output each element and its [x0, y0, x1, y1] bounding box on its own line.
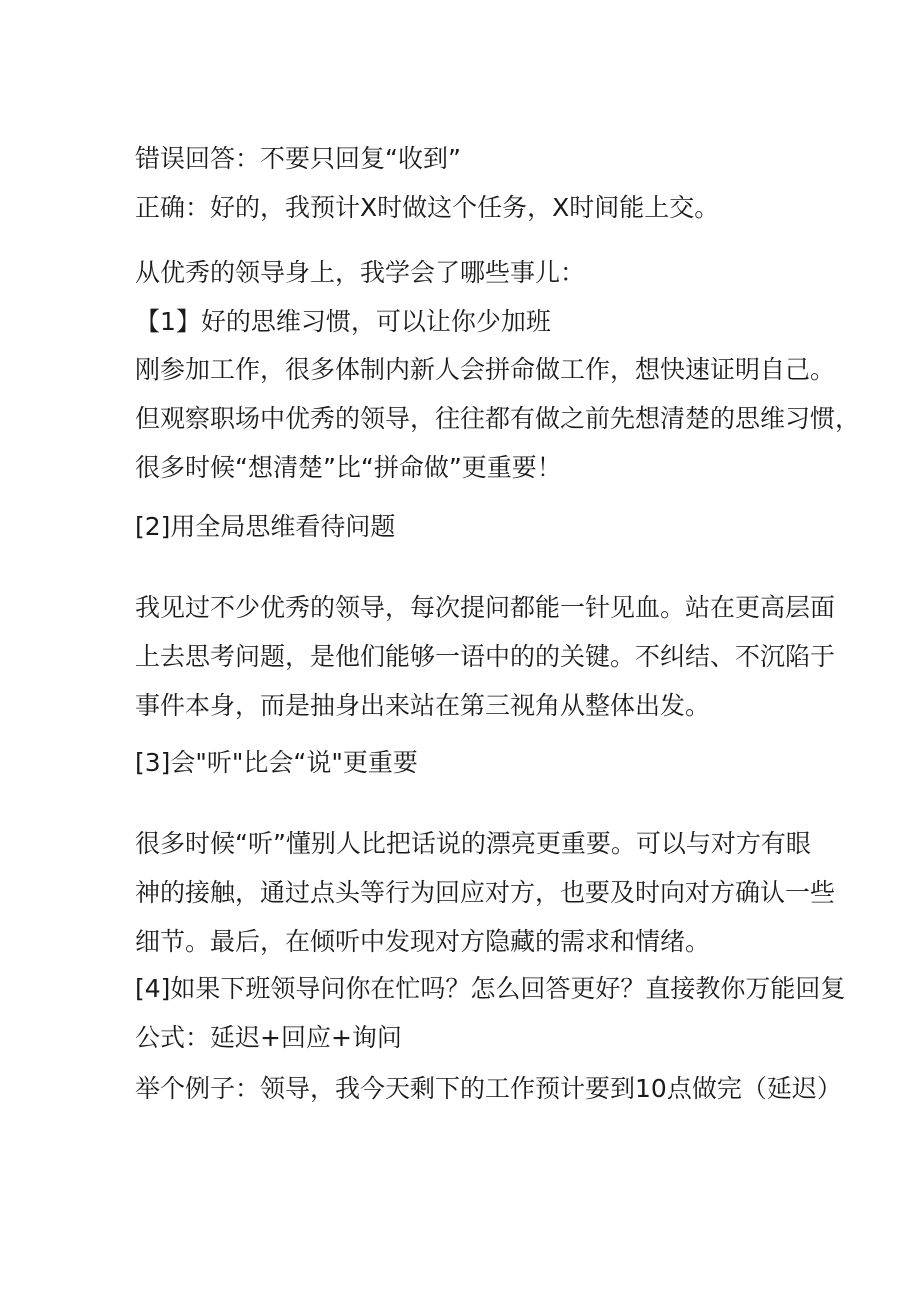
paragraph-2-line-1: 我见过不少优秀的领导，每次提问都能一针见血。站在更高层面	[135, 593, 836, 622]
paragraph-1-line-1: 刚参加工作，很多体制内新人会拼命做工作，想快速证明自己。	[135, 355, 836, 384]
paragraph-1-line-3: 很多时候“想清楚”比“拼命做”更重要！	[135, 453, 562, 482]
section-intro-line: 从优秀的领导身上，我学会了哪些事儿：	[135, 258, 586, 287]
formula-line: 公式：延迟+回应+询问	[135, 1023, 402, 1052]
paragraph-2-line-2: 上去思考问题，是他们能够一语中的的关键。不纠结、不沉陷于	[135, 642, 836, 671]
heading-2: [2]用全局思维看待问题	[135, 512, 396, 541]
heading-3: [3]会"听"比会“说"更重要	[135, 748, 418, 777]
paragraph-3-line-1: 很多时候“听”懂别人比把话说的漂亮更重要。可以与对方有眼	[135, 829, 811, 858]
wrong-answer-line: 错误回答：不要只回复“收到”	[135, 144, 461, 173]
correct-answer-line: 正确：好的，我预计X时做这个任务，X时间能上交。	[135, 193, 720, 222]
example-line: 举个例子：领导，我今天剩下的工作预计要到10点做完（延迟）	[135, 1074, 842, 1103]
paragraph-1-line-2: 但观察职场中优秀的领导，往往都有做之前先想清楚的思维习惯，	[135, 404, 861, 433]
paragraph-3-line-2: 神的接触，通过点头等行为回应对方，也要及时向对方确认一些	[135, 878, 836, 907]
paragraph-3-line-3: 细节。最后，在倾听中发现对方隐藏的需求和情绪。	[135, 927, 711, 956]
paragraph-2-line-3: 事件本身，而是抽身出来站在第三视角从整体出发。	[135, 691, 711, 720]
heading-1: 【1】好的思维习惯，可以让你少加班	[135, 307, 551, 336]
heading-4: [4]如果下班领导问你在忙吗？怎么回答更好？直接教你万能回复	[135, 974, 846, 1003]
